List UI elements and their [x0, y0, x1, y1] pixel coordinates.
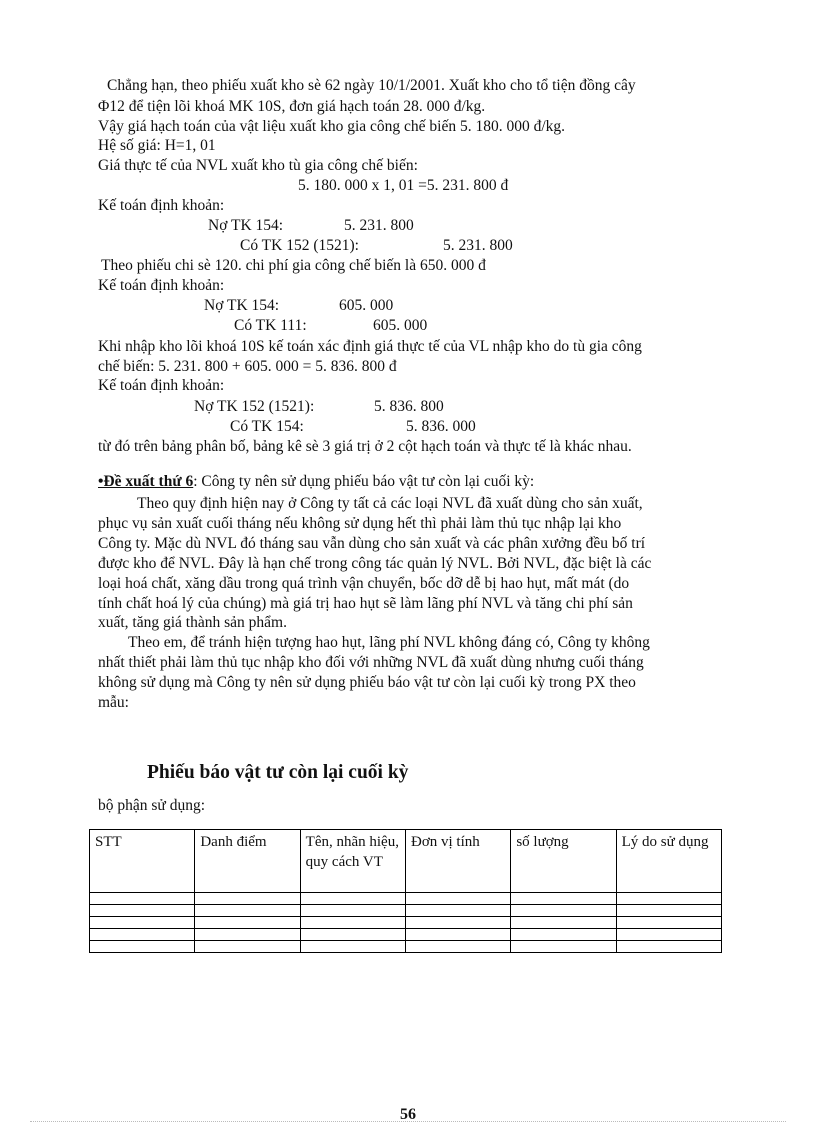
- table-row: [90, 905, 722, 917]
- debit-account: Nợ TK 152 (1521):: [194, 398, 315, 415]
- text-line: Chẳng hạn, theo phiếu xuất kho sè 62 ngày 10/1/2001. Xuất kho cho tổ tiện đồng cây: [107, 77, 636, 94]
- col-header-stt: STT: [90, 830, 195, 893]
- table-row: [90, 941, 722, 953]
- table-row: [90, 893, 722, 905]
- text-line: Khi nhập kho lõi khoá 10S kế toán xác định giá thực tế của VL nhập kho do tù gia công: [98, 338, 642, 355]
- paragraph-line: loại hoá chất, xăng dầu trong quá trình vận chuyển, bốc dỡ dễ bị hao hụt, mất mát (do: [98, 575, 630, 592]
- formula-line: 5. 180. 000 x 1, 01 =5. 231. 800 đ: [298, 177, 509, 194]
- text-line: Giá thực tế của NVL xuất kho tù gia công chế biến:: [98, 157, 418, 174]
- paragraph-line: Theo quy định hiện nay ở Công ty tất cả các loại NVL đã xuất dùng cho sản xuất,: [137, 495, 643, 512]
- page-number: 56: [400, 1106, 416, 1123]
- department-label: bộ phận sử dụng:: [98, 797, 205, 814]
- paragraph-line: tính chất hoá lý của chúng) mà giá trị hao hụt sẽ làm lãng phí NVL và tăng chi phí sản: [98, 595, 633, 612]
- table-header-row: [90, 830, 722, 893]
- paragraph-line: được kho để NVL. Đây là hạn chế trong công tác quản lý NVL. Bởi NVL, đặc biệt là các: [98, 555, 652, 572]
- paragraph-line: không sử dụng mà Công ty nên sử dụng phiếu báo vật tư còn lại cuối kỳ trong PX theo: [98, 674, 636, 691]
- material-form-table: [89, 829, 722, 953]
- paragraph-line: phục vụ sản xuất cuối tháng nếu không sử dụng hết thì phải làm thủ tục nhập lại kho: [98, 515, 622, 532]
- credit-account: Có TK 111:: [234, 317, 307, 334]
- col-header-quantity: số lượng: [511, 830, 616, 893]
- credit-account: Có TK 154:: [230, 418, 304, 435]
- form-title: Phiếu báo vật tư còn lại cuối kỳ: [147, 762, 409, 783]
- credit-amount: 5. 836. 000: [406, 418, 476, 435]
- paragraph-line: nhất thiết phải làm thủ tục nhập kho đối với những NVL đã xuất dùng nhưng cuối tháng: [98, 654, 644, 671]
- debit-amount: 5. 836. 800: [374, 398, 444, 415]
- text-line: Kế toán định khoản:: [98, 197, 225, 214]
- credit-account: Có TK 152 (1521):: [240, 237, 359, 254]
- text-line: Vậy giá hạch toán của vật liệu xuất kho gia công chế biến 5. 180. 000 đ/kg.: [98, 118, 566, 135]
- col-header-code: Danh điểm: [195, 830, 300, 893]
- text-line: Kế toán định khoản:: [98, 377, 225, 394]
- paragraph-line: Theo em, để tránh hiện tượng hao hụt, lãng phí NVL không đáng có, Công ty không: [128, 634, 650, 651]
- text-line: Hệ số giá: H=1, 01: [98, 137, 216, 154]
- debit-account: Nợ TK 154:: [208, 217, 284, 234]
- paragraph-line: Công ty. Mặc dù NVL đó tháng sau vẫn dùng cho sản xuất và các phân xưởng đều bố trí: [98, 535, 646, 552]
- col-header-name: Tên, nhãn hiệu, quy cách VT: [300, 830, 405, 893]
- table-row: [90, 917, 722, 929]
- proposal-text: : Công ty nên sử dụng phiếu báo vật tư còn lại cuối kỳ:: [193, 473, 535, 490]
- paragraph-line: mẫu:: [98, 694, 129, 711]
- proposal-label: •Đề xuất thứ 6: [98, 473, 194, 490]
- text-line: từ đó trên bảng phân bố, bảng kê sè 3 giá trị ở 2 cột hạch toán và thực tế là khác nhau.: [98, 438, 632, 455]
- footer-divider: [30, 1121, 786, 1122]
- debit-amount: 5. 231. 800: [344, 217, 414, 234]
- debit-amount: 605. 000: [339, 297, 394, 314]
- col-header-unit: Đơn vị tính: [405, 830, 510, 893]
- col-header-reason: Lý do sử dụng: [616, 830, 721, 893]
- text-line: Φ12 để tiện lõi khoá MK 10S, đơn giá hạch toán 28. 000 đ/kg.: [98, 98, 486, 115]
- credit-amount: 5. 231. 800: [443, 237, 513, 254]
- text-line: chế biến: 5. 231. 800 + 605. 000 = 5. 836. 800 đ: [98, 358, 397, 375]
- credit-amount: 605. 000: [373, 317, 428, 334]
- debit-account: Nợ TK 154:: [204, 297, 280, 314]
- paragraph-line: xuất, tăng giá thành sản phẩm.: [98, 614, 287, 631]
- text-line: Theo phiếu chi sè 120. chi phí gia công chế biến là 650. 000 đ: [101, 257, 486, 274]
- proposal-line: [98, 472, 534, 492]
- table-row: [90, 929, 722, 941]
- text-line: Kế toán định khoản:: [98, 277, 225, 294]
